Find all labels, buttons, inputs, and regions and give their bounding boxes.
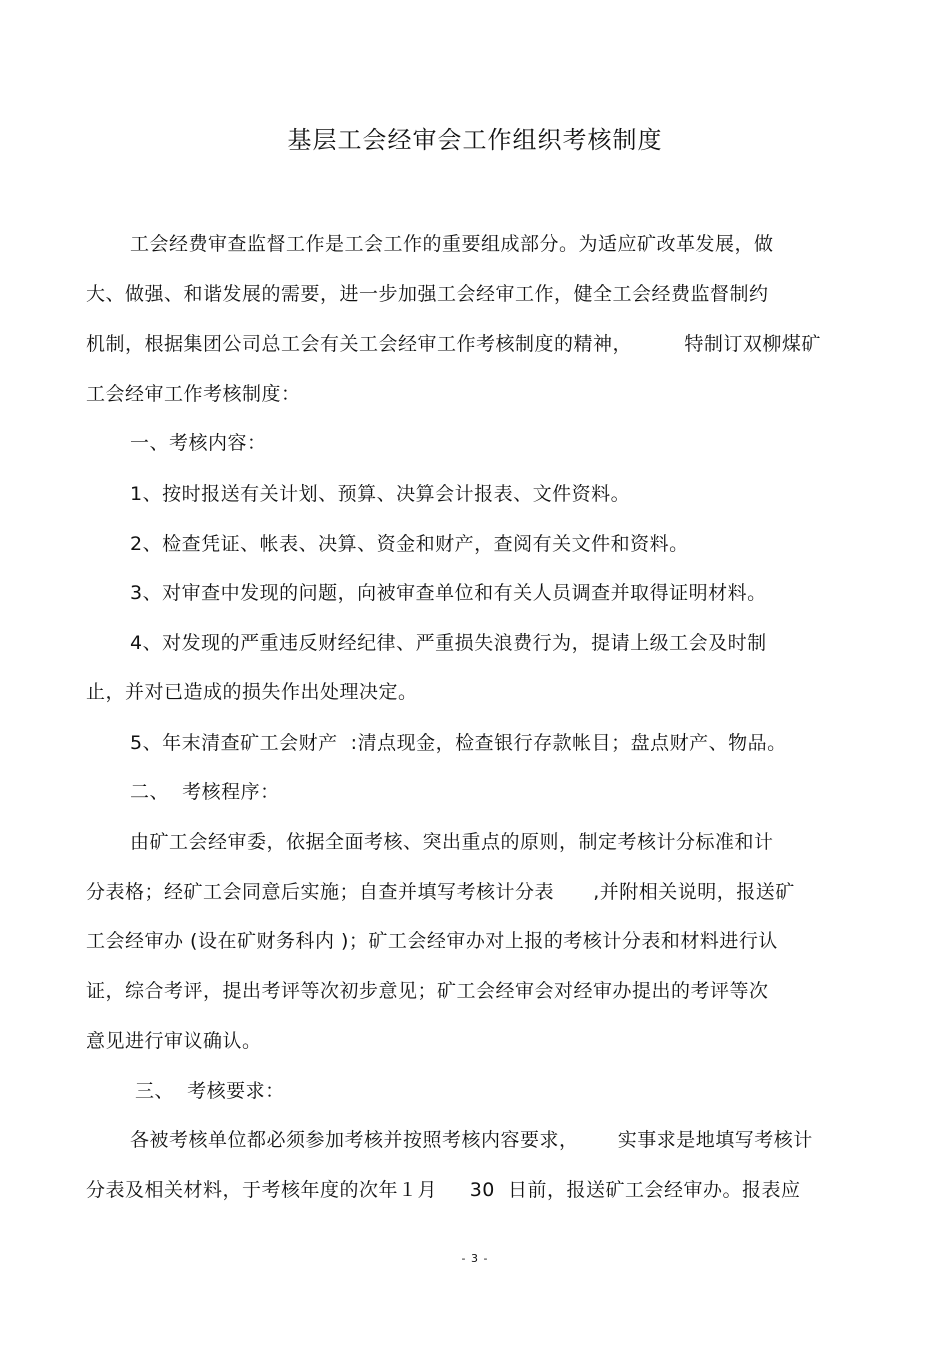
text-line: 工会经审办 (设在矿财务科内 )；矿工会经审办对上报的考核计分表和材料进行认 [86,930,778,952]
text-line: 分表格；经矿工会同意后实施；自查并填写考核计分表 ,并附相关说明，报送矿 [86,881,795,903]
text-line: 意见进行审议确认。 [86,1030,262,1052]
text-line: 机制，根据集团公司总工会有关工会经审工作考核制度的精神， 特制订双柳煤矿 [86,333,821,355]
text-line: 止，并对已造成的损失作出处理决定。 [86,681,418,703]
text-line: 工会经审工作考核制度： [86,383,301,405]
page-number: - 3 - [461,1252,489,1265]
document-title: 基层工会经审会工作组织考核制度 [287,126,663,154]
list-item: 1、按时报送有关计划、预算、决算会计报表、文件资料。 [130,483,631,505]
text-line: 分表及相关材料，于考核年度的次年１月 30 日前，报送矿工会经审办。报表应 [86,1179,801,1201]
section-heading: 一、考核内容： [130,432,267,454]
list-item: 4、对发现的严重违反财经纪律、严重损失浪费行为，提请上级工会及时制 [130,632,767,654]
text-line: 由矿工会经审委，依据全面考核、突出重点的原则，制定考核计分标准和计 [130,831,774,853]
text-line: 大、做强、和谐发展的需要，进一步加强工会经审工作，健全工会经费监督制约 [86,283,769,305]
text-line: 各被考核单位都必须参加考核并按照考核内容要求， 实事求是地填写考核计 [130,1129,813,1151]
list-item: 5、年末清查矿工会财产 :清点现金，检查银行存款帐目；盘点财产、物品。 [130,732,787,754]
list-item: 2、检查凭证、帐表、决算、资金和财产，查阅有关文件和资料。 [130,533,689,555]
section-heading: 三、 考核要求： [135,1080,285,1102]
section-heading: 二、 考核程序： [130,781,280,803]
text-line: 证，综合考评，提出考评等次初步意见；矿工会经审会对经审办提出的考评等次 [86,980,769,1002]
list-item: 3、对审查中发现的问题，向被审查单位和有关人员调查并取得证明材料。 [130,582,767,604]
text-line: 工会经费审查监督工作是工会工作的重要组成部分。为适应矿改革发展，做 [130,233,774,255]
